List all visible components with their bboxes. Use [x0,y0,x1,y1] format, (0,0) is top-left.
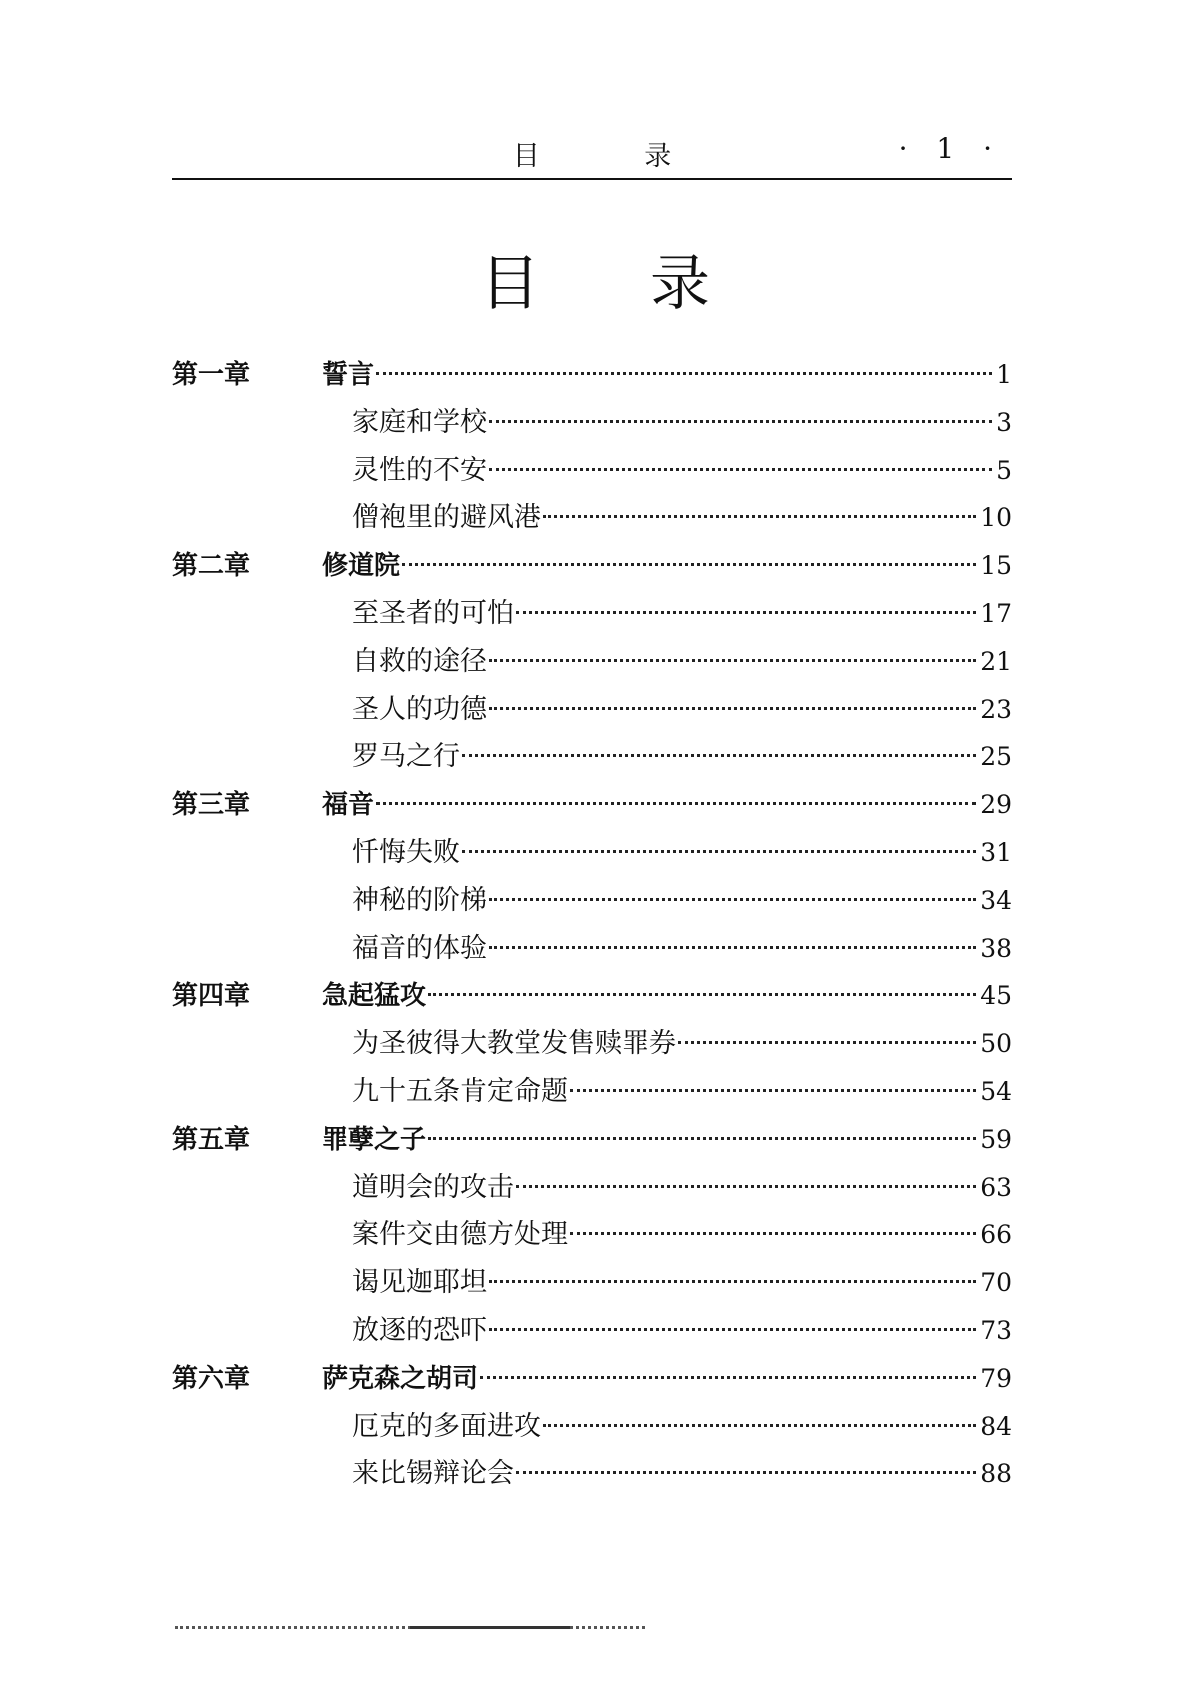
toc-entry-title: 九十五条肯定命题 [352,1075,568,1107]
toc-section-row [172,878,1012,926]
toc-entry-title: 僧袍里的避风港 [352,502,541,534]
toc-entry-title: 福音 [322,790,375,821]
toc-entry-line [352,1451,1012,1497]
toc-entry-line [352,878,1012,924]
toc-page-number: 50 [980,1029,1012,1059]
toc-entry-title: 至圣者的可怕 [352,597,514,629]
toc-page-number: 88 [980,1459,1012,1489]
toc-section-row [172,400,1012,448]
toc-entry-line [322,1117,1012,1163]
toc-entry-line [352,734,1012,780]
toc-dot-leader [428,993,976,996]
toc-page-number: 10 [980,503,1012,533]
toc-section-row [172,639,1012,687]
toc-entry-line [352,926,1012,972]
toc-entry-title: 萨克森之胡司 [322,1363,479,1394]
toc-entry-title: 案件交由德方处理 [352,1219,568,1251]
toc-entry-line [322,782,1012,828]
toc-dot-leader [516,611,976,614]
toc-entry-line [352,639,1012,685]
toc-dot-leader [376,372,992,375]
toc-dot-leader [462,754,976,757]
toc-entry-title: 家庭和学校 [352,406,487,438]
toc-entry-line [352,495,1012,541]
toc-entry-title: 自救的途径 [352,645,487,677]
toc-section-row [172,926,1012,974]
toc-entry-title: 厄克的多面进攻 [352,1410,541,1442]
toc-chapter-label: 第一章 [172,360,251,390]
toc-dot-leader [489,707,976,710]
toc-section-row [172,1404,1012,1452]
toc-dot-leader [489,898,976,901]
toc-section-row [172,495,1012,543]
toc-entry-line [322,1356,1012,1402]
toc-entry-line [352,687,1012,733]
toc-entry-title: 来比锡辩论会 [352,1458,514,1490]
toc-entry-line [352,1069,1012,1115]
toc-entry-title: 罪孽之子 [322,1124,427,1155]
toc-entry-line [352,448,1012,494]
running-title: 目 录 [512,141,720,172]
toc-page-number: 29 [980,790,1012,820]
toc-dot-leader [678,1041,976,1044]
toc-chapter-row [172,352,1012,400]
toc-section-row [172,1212,1012,1260]
toc-page-number: 21 [980,646,1012,676]
toc-section-row [172,1451,1012,1499]
toc-section-row [172,1165,1012,1213]
toc-chapter-label: 第五章 [172,1124,251,1155]
toc-entry-line [322,973,1012,1019]
toc-section-row [172,448,1012,496]
toc-entry-title: 誓言 [322,360,375,390]
page-number: · 1 · [898,132,1002,165]
toc-page-number: 63 [980,1172,1012,1202]
toc-page-number: 79 [980,1363,1012,1393]
toc-entry-title: 急起猛攻 [322,981,427,1012]
toc-page-number: 38 [980,933,1012,963]
toc-entry-line [352,1404,1012,1450]
toc-dot-leader [489,946,976,949]
toc-section-row [172,687,1012,735]
toc-chapter-label: 第六章 [172,1363,251,1394]
toc-page-number: 84 [980,1411,1012,1441]
toc-chapter-label: 第四章 [172,981,251,1012]
page-title: 目录 [480,249,820,319]
toc-entry-line [352,1165,1012,1211]
toc-dot-leader [428,1137,976,1140]
toc-chapter-row [172,782,1012,830]
toc-page-number: 70 [980,1268,1012,1298]
toc-page-number: 23 [980,694,1012,724]
toc-section-row [172,591,1012,639]
toc-page-number: 25 [980,742,1012,772]
toc-entry-line [352,1260,1012,1306]
toc-entry-title: 谒见迦耶坦 [352,1267,487,1299]
toc-entry-line [322,543,1012,589]
toc-entry-title: 道明会的攻击 [352,1171,514,1203]
toc-entry-title: 忏悔失败 [352,836,460,868]
toc-section-row [172,1021,1012,1069]
toc-page-number: 45 [980,981,1012,1011]
toc-chapter-label: 第二章 [172,551,251,582]
toc-dot-leader [570,1089,976,1092]
toc-page-number: 1 [996,360,1012,389]
toc-entry-line [322,352,1012,398]
toc-entry-line [352,1021,1012,1067]
toc-dot-leader [462,850,976,853]
toc-entry-title: 灵性的不安 [352,454,487,486]
toc-dot-leader [489,468,992,471]
toc-dot-leader [402,563,976,566]
toc-page-number: 31 [980,837,1012,867]
toc-page-number: 54 [980,1076,1012,1106]
toc-section-row [172,1308,1012,1356]
toc-chapter-row [172,973,1012,1021]
toc-dot-leader [489,1280,976,1283]
toc-page-number: 17 [980,598,1012,628]
toc-entry-title: 放逐的恐吓 [352,1314,487,1346]
toc-entry-title: 神秘的阶梯 [352,884,487,916]
toc-entry-line [352,1212,1012,1258]
toc-dot-leader [516,1471,976,1474]
toc-dot-leader [489,659,976,662]
toc-page-number: 15 [980,551,1012,581]
toc-dot-leader [489,420,992,423]
toc-entry-title: 罗马之行 [352,741,460,773]
toc-entry-line [352,1308,1012,1354]
toc-dot-leader [570,1232,976,1235]
toc-page-number: 3 [996,407,1012,437]
toc-entry-line [352,591,1012,637]
table-of-contents [172,352,1012,1499]
toc-dot-leader [516,1185,976,1188]
toc-section-row [172,830,1012,878]
toc-dot-leader [489,1328,976,1331]
toc-dot-leader [543,1424,976,1427]
toc-page-number: 73 [980,1315,1012,1345]
toc-chapter-row [172,1117,1012,1165]
toc-chapter-row [172,1356,1012,1404]
toc-dot-leader [480,1376,976,1379]
toc-entry-title: 福音的体验 [352,932,487,964]
toc-entry-line [352,830,1012,876]
toc-dot-leader [376,802,976,805]
toc-page-number: 59 [980,1124,1012,1154]
toc-chapter-label: 第三章 [172,790,251,821]
toc-entry-title: 圣人的功德 [352,693,487,725]
toc-entry-line [352,400,1012,446]
toc-entry-title: 修道院 [322,551,401,582]
running-header [172,128,1012,180]
toc-section-row [172,1069,1012,1117]
scan-artifact-bar [410,1626,570,1629]
toc-section-row [172,734,1012,782]
toc-entry-title: 为圣彼得大教堂发售赎罪券 [352,1028,676,1060]
toc-chapter-row [172,543,1012,591]
toc-page-number: 34 [980,885,1012,915]
toc-page-number: 5 [996,455,1012,485]
toc-section-row [172,1260,1012,1308]
toc-page-number: 66 [980,1220,1012,1250]
toc-dot-leader [543,515,976,518]
